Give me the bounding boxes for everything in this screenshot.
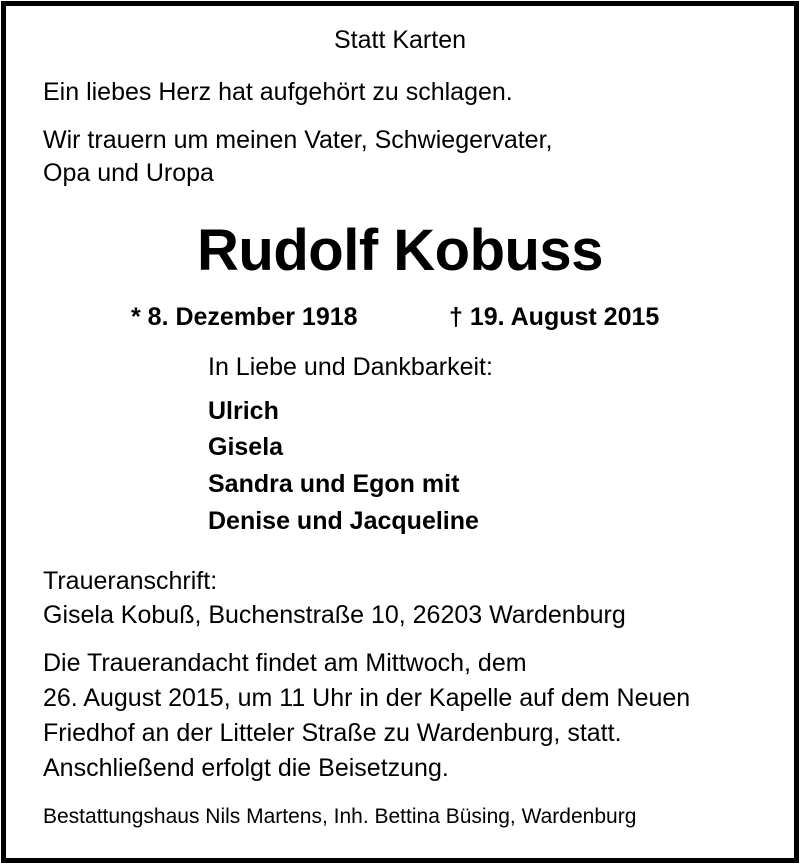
funeral-home: Bestattungshaus Nils Martens, Inh. Bettina Büsing, Wardenburg	[43, 805, 637, 828]
family-name-3: Sandra und Egon mit	[208, 470, 460, 498]
address-label: Traueranschrift:	[43, 567, 218, 595]
family-intro: In Liebe und Dankbarkeit:	[208, 353, 493, 381]
service-line-4: Anschließend erfolgt die Beisetzung.	[43, 754, 449, 782]
obituary-card	[1, 1, 799, 863]
birth-date: * 8. Dezember 1918	[131, 303, 358, 331]
service-line-2: 26. August 2015, um 11 Uhr in der Kapelle auf dem Neuen	[43, 684, 691, 712]
deceased-name: Rudolf Kobuss	[197, 218, 603, 283]
family-name-1: Ulrich	[208, 397, 279, 425]
statt-karten-heading: Statt Karten	[333, 26, 467, 54]
mourning-line-2: Opa und Uropa	[43, 159, 214, 187]
mourning-line-1: Wir trauern um meinen Vater, Schwiegervater,	[43, 126, 553, 154]
family-name-4: Denise und Jacqueline	[208, 507, 479, 535]
intro-line: Ein liebes Herz hat aufgehört zu schlagen.	[43, 78, 513, 106]
address-value: Gisela Kobuß, Buchenstraße 10, 26203 Wardenburg	[43, 601, 626, 629]
service-line-1: Die Trauerandacht findet am Mittwoch, dem	[43, 649, 527, 677]
service-line-3: Friedhof an der Litteler Straße zu Wardenburg, statt.	[43, 719, 622, 747]
family-name-2: Gisela	[208, 433, 284, 461]
death-date: † 19. August 2015	[449, 303, 660, 331]
